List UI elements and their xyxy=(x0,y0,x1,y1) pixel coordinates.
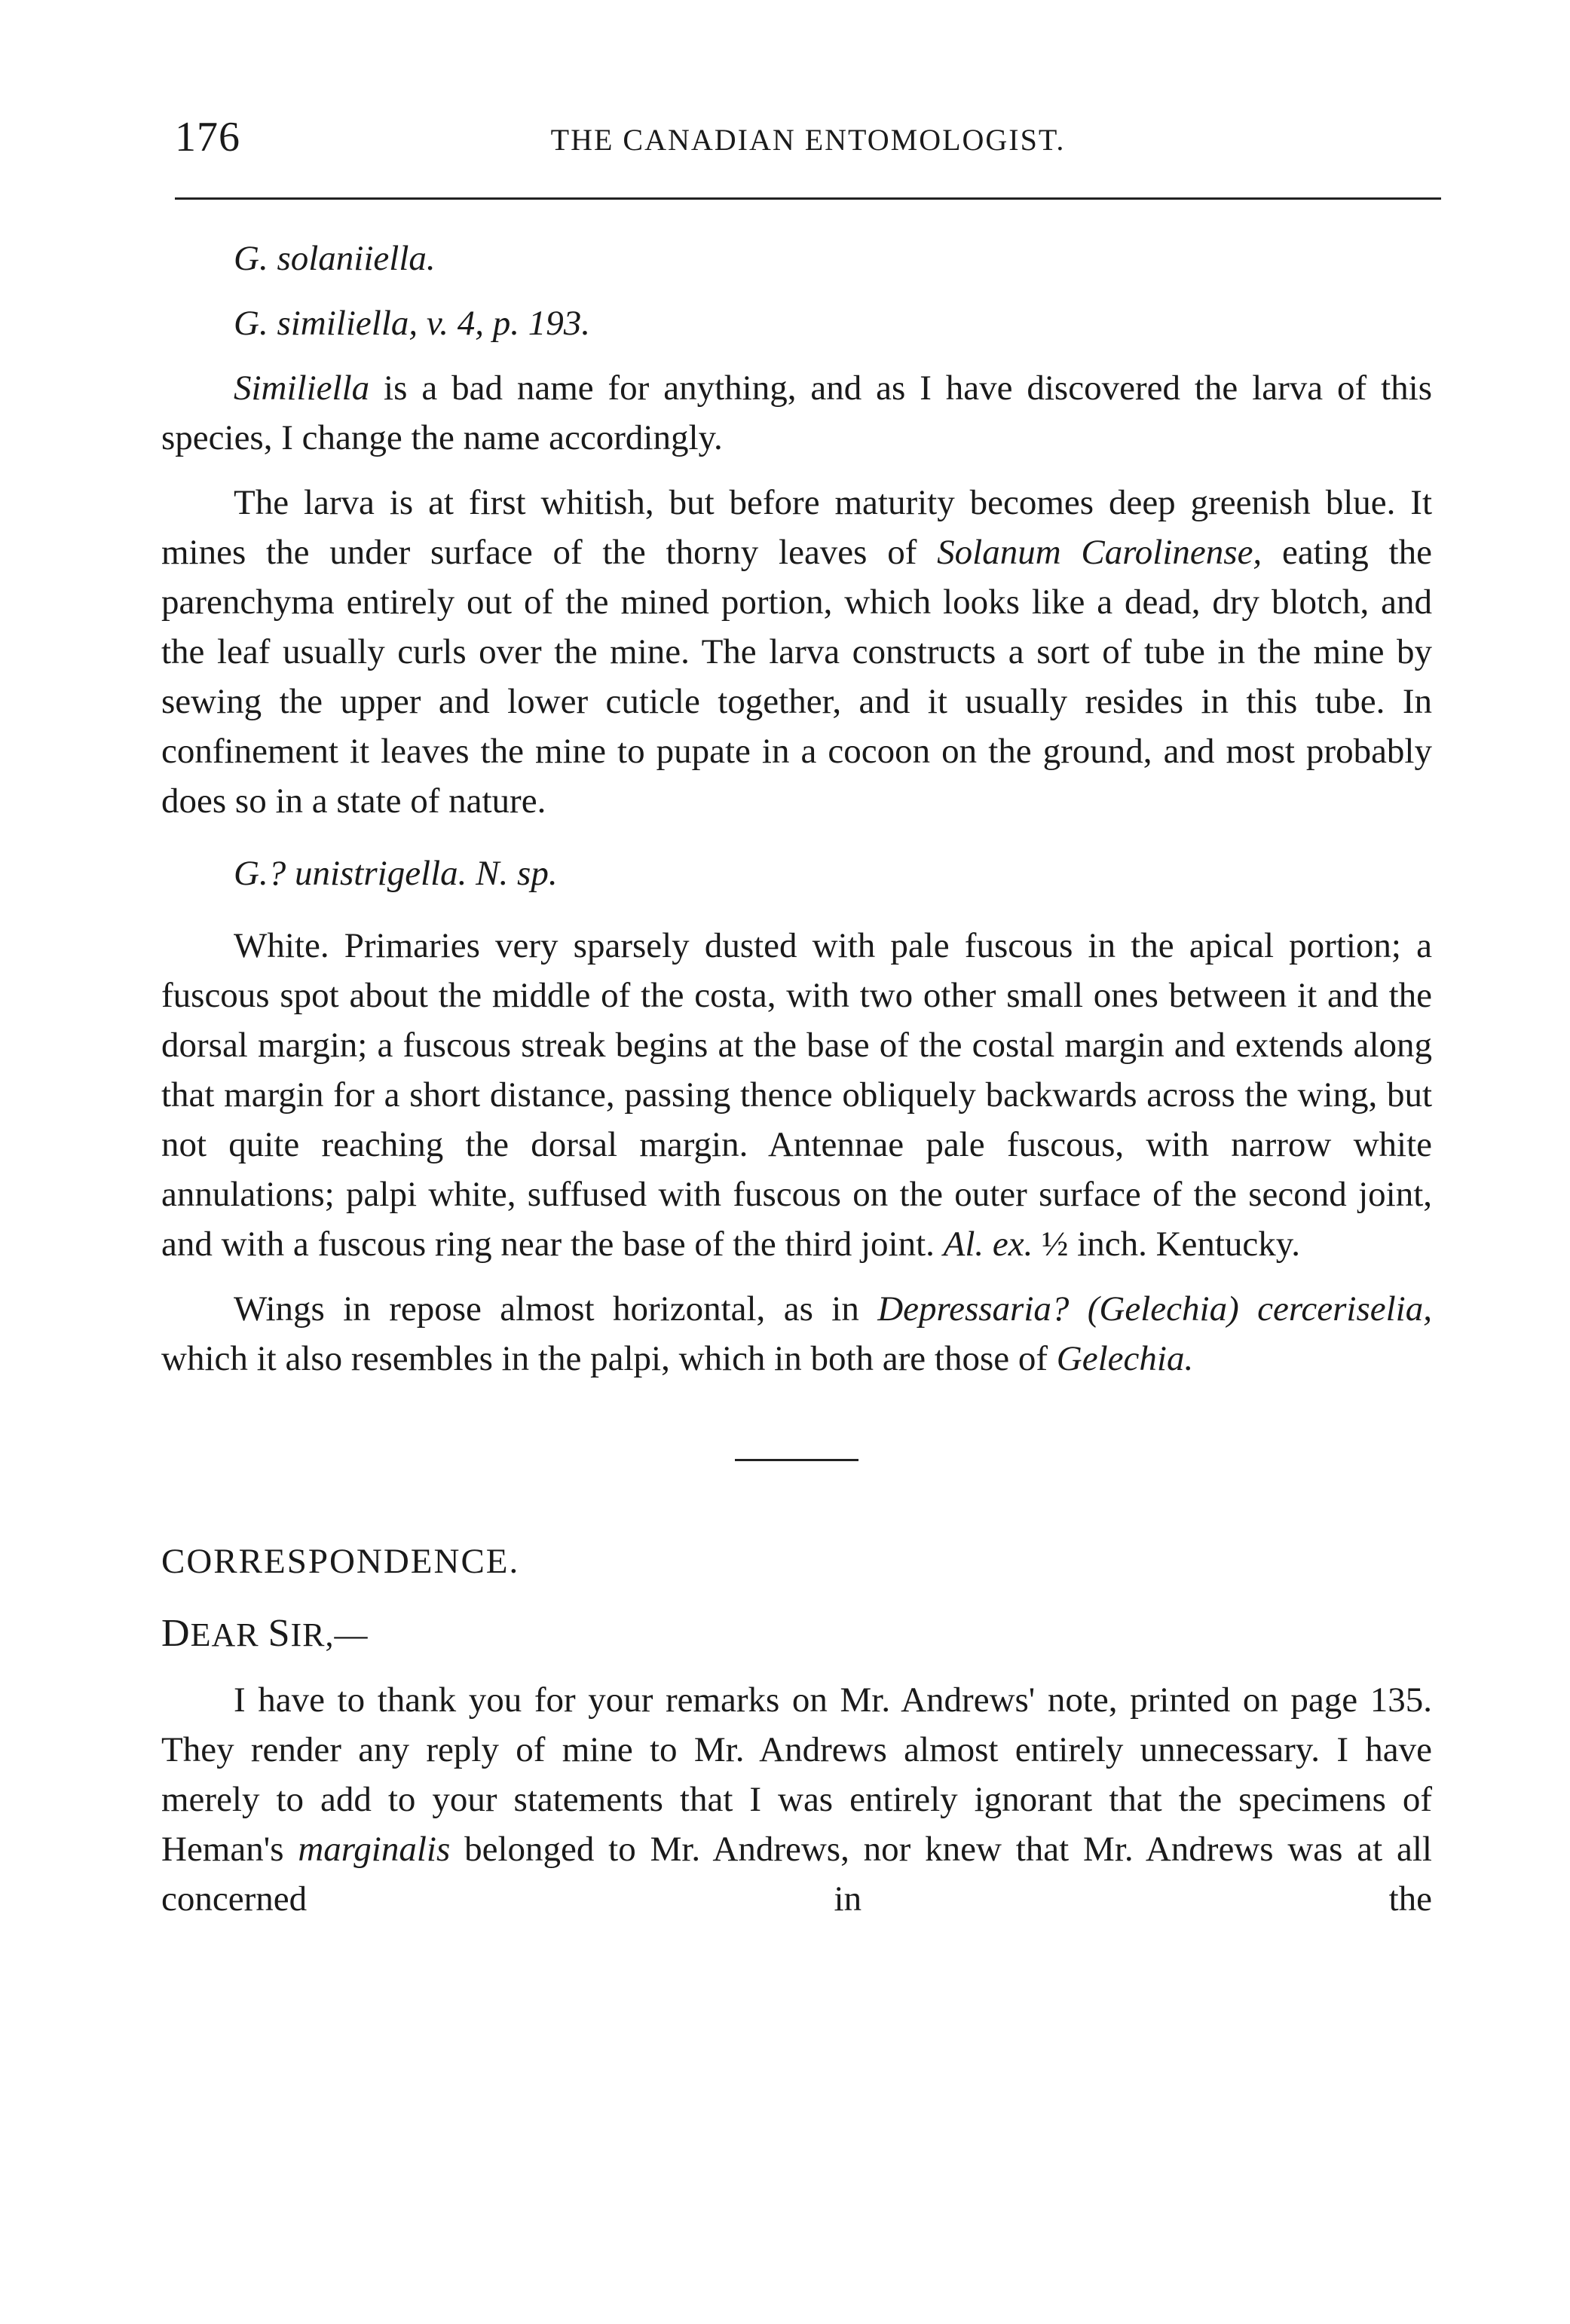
text-run: White. Primaries very sparsely dusted with pale fuscous in the apical portion; a fuscous spot about the middle of the costa, with two other small ones between it and the dorsal margin; a fuscous streak begins at the base of the costal margin and extends along that margin for a short distance, passing thence obliquely backwards across the wing, but not quite reaching the dorsal margin. Antennae pale fuscous, with narrow white annulations; palpi white, suffused with fuscous on the outer surface of the second joint, and with a fuscous ring near the base of the third joint. xyxy=(161,926,1432,1264)
text-run: is a bad name for anything, and as I have discovered the larva of this species, I change the name accordingly. xyxy=(161,368,1432,457)
text-run: which it also resembles in the palpi, which in both are those of xyxy=(161,1339,1057,1378)
italic-term: Depressaria? (Gelechia) cerceriselia, xyxy=(877,1289,1432,1329)
text-run: ½ inch. Kentucky. xyxy=(1033,1225,1300,1264)
letter-body xyxy=(161,1675,1432,1924)
paragraph-wings-in-repose xyxy=(161,1284,1432,1384)
paragraph-unistrigella-description xyxy=(161,921,1432,1269)
italic-term: Gelechia. xyxy=(1056,1339,1194,1378)
species-heading-solaniiella: G. solaniiella. xyxy=(234,239,436,278)
letter-salutation: DEAR SIR,— xyxy=(161,1612,369,1655)
correspondence-heading: CORRESPONDENCE. xyxy=(161,1542,520,1581)
paragraph-similiella-rename xyxy=(161,363,1432,463)
text-run: belonged to Mr. Andrews, nor knew that Mr. Andrews was at all concerned in the xyxy=(161,1830,1432,1919)
page-number: 176 xyxy=(175,114,240,161)
species-synonym-similiella: G. similiella, v. 4, p. 193. xyxy=(234,304,591,343)
text-run: Wings in repose almost horizontal, as in xyxy=(234,1289,878,1329)
italic-term: marginalis xyxy=(298,1830,451,1869)
page-header xyxy=(175,113,1441,166)
paragraph-larva-description xyxy=(161,478,1432,826)
italic-term: Similiella xyxy=(234,368,370,408)
species-heading-unistrigella: G.? unistrigella. N. sp. xyxy=(234,854,558,893)
italic-term: Solanum Carolinense, xyxy=(937,533,1262,572)
text-run: eating the parenchyma entirely out of the mined portion, which looks like a dead, dry blotch, and the leaf usually curls over the mine. The larva constructs a sort of tube in the mine by sewing the upper and lower cuticle together, and it usually resides in this tube. In confinement it leaves the mine to pupate in a cocoon on the ground, and most probably does so in a state of nature. xyxy=(161,533,1432,821)
header-rule xyxy=(175,197,1441,200)
body-text xyxy=(161,234,1432,1924)
text-run: I have to thank you for your remarks on Mr. Andrews' note, printed on page 135. They render any reply of mine to Mr. Andrews almost entirely unnecessary. I have merely to add to your statements that I was entirely ignorant that the specimens of Heman's xyxy=(161,1680,1432,1869)
running-title: THE CANADIAN ENTOMOLOGIST. xyxy=(550,123,1066,157)
text-run: The larva is at first whitish, but before maturity becomes deep greenish blue. It mines the under surface of the thorny leaves of xyxy=(161,483,1432,572)
italic-term: Al. ex. xyxy=(943,1225,1033,1264)
